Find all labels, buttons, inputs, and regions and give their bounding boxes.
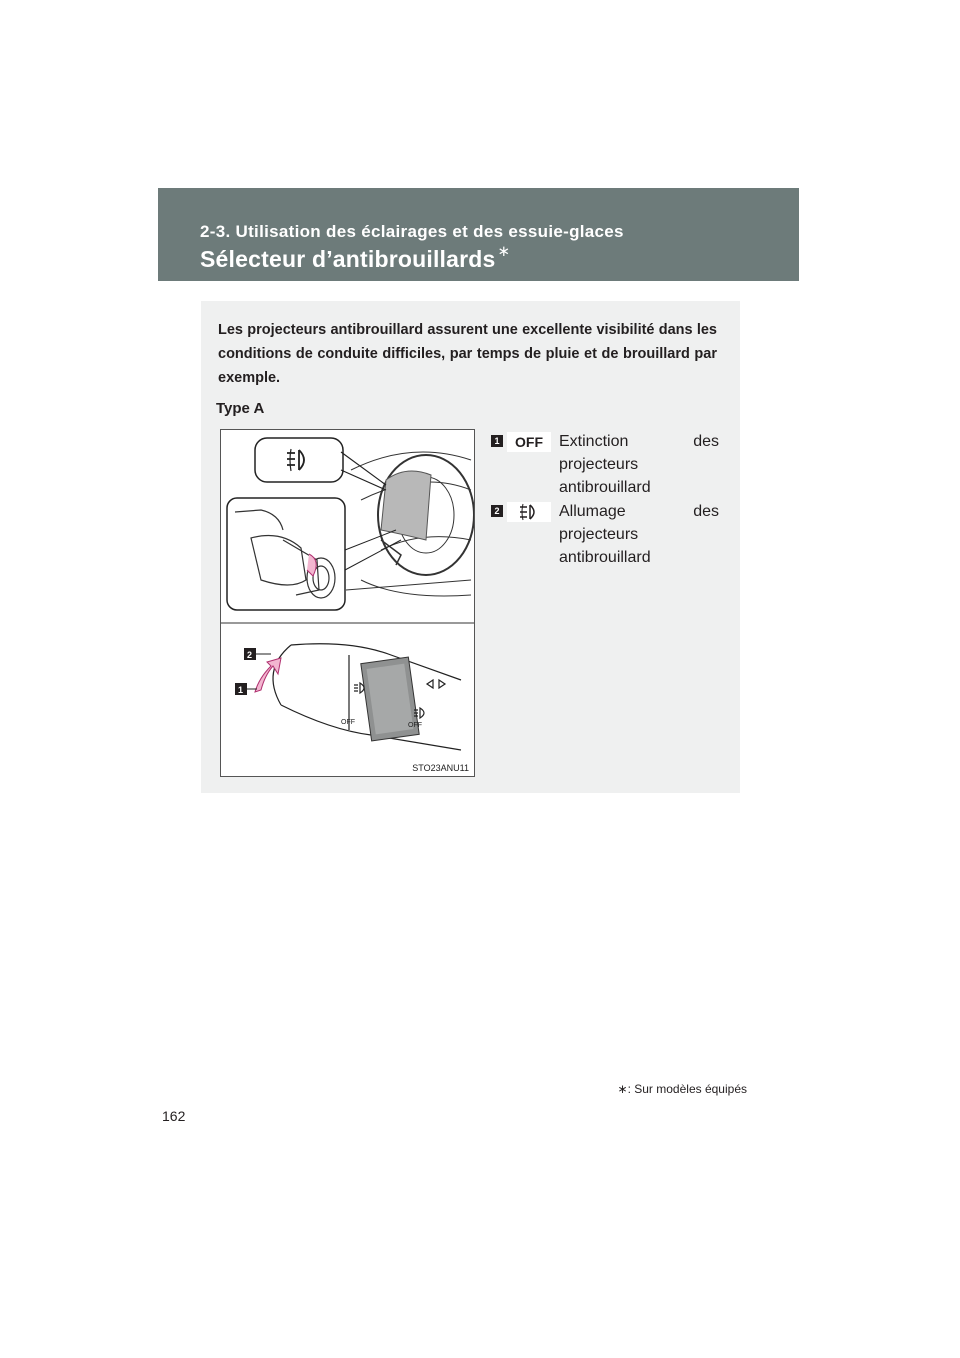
switch-off-label: OFF: [408, 722, 422, 729]
item-number: 2: [491, 505, 503, 517]
illustration-svg: [221, 430, 474, 776]
headlight-icon: [354, 683, 364, 693]
title-text: Sélecteur d’antibrouillards: [200, 246, 496, 272]
rotate-arrow-icon: [255, 658, 281, 692]
turn-arrows-icon: [427, 680, 445, 688]
hand-inset: [227, 498, 345, 610]
desc-word: des: [693, 433, 719, 450]
item-number: 1: [491, 435, 503, 447]
page-number: 162: [162, 1108, 186, 1124]
intro-paragraph: Les projecteurs antibrouillard assurent une excellente visibilité dans les conditions de conduite difficiles, par temps de pluie et de brouillard par exemple.: [218, 322, 717, 386]
desc-line: projecteurs: [559, 526, 639, 543]
fog-symbol-icon: [414, 708, 424, 718]
fog-light-switch-illustration: [220, 429, 475, 777]
desc-word: des: [693, 503, 719, 520]
chapter-header: [158, 188, 799, 281]
item-description: [559, 500, 719, 569]
desc-word: Extinction: [559, 433, 629, 450]
asterisk-mark: ∗: [497, 243, 511, 260]
item-description: [559, 430, 719, 499]
desc-word: Allumage: [559, 503, 626, 520]
desc-line: projecteurs: [559, 456, 639, 473]
desc-line: antibrouillard: [559, 549, 651, 566]
type-heading: Type A: [216, 400, 265, 417]
svg-text:1: 1: [238, 685, 244, 695]
figure-code: STO23ANU11: [412, 763, 469, 773]
footnote: ∗: Sur modèles équipés: [617, 1082, 747, 1096]
fog-light-icon: [507, 502, 551, 522]
off-symbol: OFF: [507, 432, 551, 452]
content-box: [201, 301, 740, 793]
desc-line: antibrouillard: [559, 479, 651, 496]
svg-text:2: 2: [247, 650, 253, 660]
section-title: 2-3. Utilisation des éclairages et des essuie-glaces: [200, 222, 624, 241]
page-title: [200, 243, 511, 273]
lever-off-label: OFF: [341, 719, 355, 726]
